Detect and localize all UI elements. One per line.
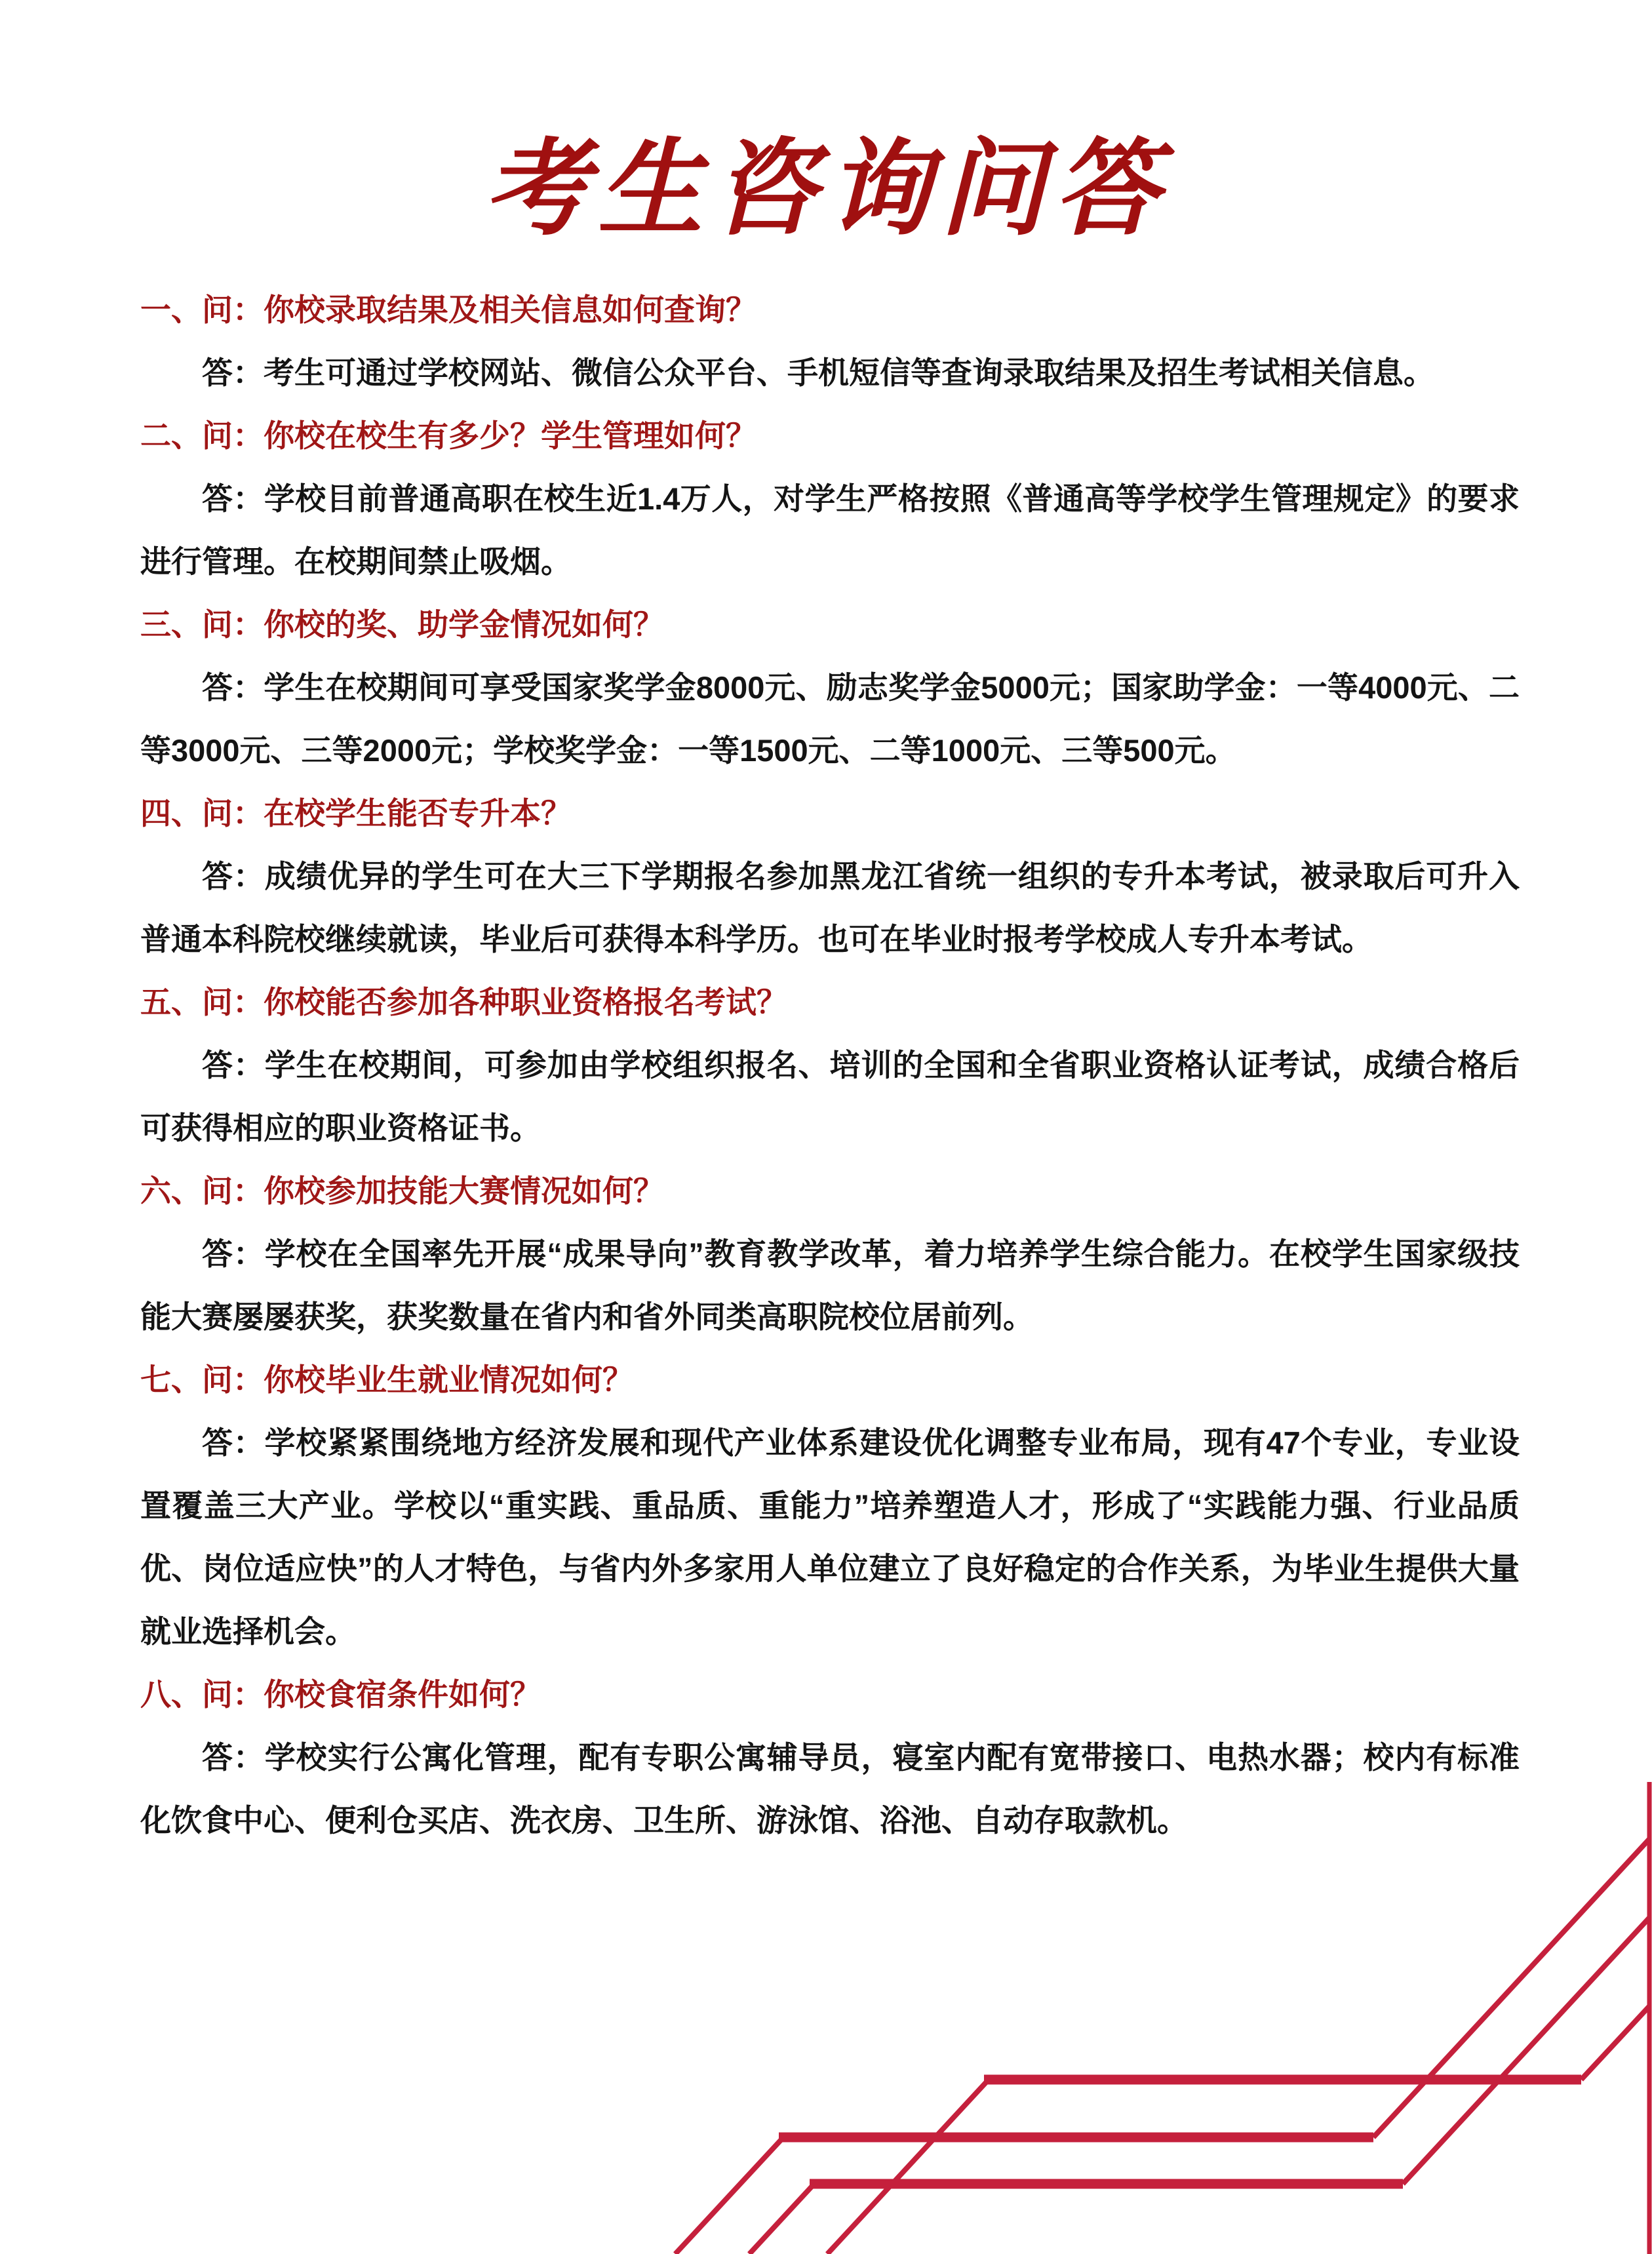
question-heading: 八、问：你校食宿条件如何？ — [140, 1677, 541, 1712]
question-heading: 二、问：你校在校生有多少？学生管理如何？ — [140, 418, 757, 453]
question-heading: 四、问：在校学生能否专升本？ — [140, 796, 572, 831]
page-title: 考生咨询问答 — [483, 127, 1168, 250]
zigzag-segment — [1373, 1839, 1649, 2137]
answer-paragraph: 答：学校紧紧围绕地方经济发展和现代产业体系建设优化调整专业布局，现有47个专业，专业设置覆盖三大产业。学校以“重实践、重品质、重能力”培养塑造人才，形成了“实践能力强、行业品质优、岗位适应快”的人才特色，与省内外多家用人单位建立了良好稳定的合作关系，为毕业生提供大量就业选择机会。 — [140, 1425, 1520, 1649]
qa-section — [140, 971, 1520, 1160]
question-heading: 三、问：你校的奖、助学金情况如何？ — [140, 607, 664, 642]
qa-section — [140, 279, 1520, 405]
qa-section — [140, 1663, 1520, 1852]
question-heading: 七、问：你校毕业生就业情况如何？ — [140, 1362, 633, 1397]
answer-paragraph: 答：学校目前普通高职在校生近1.4万人，对学生严格按照《普通高等学校学生管理规定》的要求进行管理。在校期间禁止吸烟。 — [140, 481, 1520, 579]
zigzag-segment — [749, 2184, 814, 2254]
qa-content — [140, 279, 1520, 1852]
answer-paragraph: 答：学生在校期间，可参加由学校组织报名、培训的全国和全省职业资格认证考试，成绩合格后可获得相应的职业资格证书。 — [140, 1048, 1520, 1145]
zigzag-segment — [827, 2080, 989, 2254]
zigzag-segment — [1581, 2006, 1649, 2080]
answer-paragraph: 答：学校在全国率先开展“成果导向”教育教学改革，着力培养学生综合能力。在校学生国家级技能大赛屡屡获奖，获奖数量在省内和省外同类高职院校位居前列。 — [140, 1236, 1520, 1334]
question-heading: 五、问：你校能否参加各种职业资格报名考试？ — [140, 985, 787, 1019]
answer-paragraph: 答：成绩优异的学生可在大三下学期报名参加黑龙江省统一组织的专升本考试，被录取后可升入普通本科院校继续就读，毕业后可获得本科学历。也可在毕业时报考学校成人专升本考试。 — [140, 859, 1520, 957]
qa-section — [140, 1160, 1520, 1349]
qa-section — [140, 405, 1520, 593]
answer-paragraph: 答：学校实行公寓化管理，配有专职公寓辅导员，寝室内配有宽带接口、电热水器；校内有标准化饮食中心、便利仓买店、洗衣房、卫生所、游泳馆、浴池、自动存取款机。 — [140, 1740, 1520, 1838]
zigzag-segment — [1403, 1918, 1649, 2184]
qa-section — [140, 1349, 1520, 1663]
zigzag-segment — [675, 2137, 783, 2254]
question-heading: 六、问：你校参加技能大赛情况如何？ — [140, 1174, 664, 1208]
answer-paragraph: 答：学生在校期间可享受国家奖学金8000元、励志奖学金5000元；国家助学金：一等4000元、二等3000元、三等2000元；学校奖学金：一等1500元、二等1000元、三等500元。 — [140, 670, 1520, 768]
qa-section — [140, 782, 1520, 971]
answer-paragraph: 答：考生可通过学校网站、微信公众平台、手机短信等查询录取结果及招生考试相关信息。 — [202, 355, 1434, 390]
qa-section — [140, 593, 1520, 782]
question-heading: 一、问：你校录取结果及相关信息如何查询？ — [140, 292, 757, 327]
